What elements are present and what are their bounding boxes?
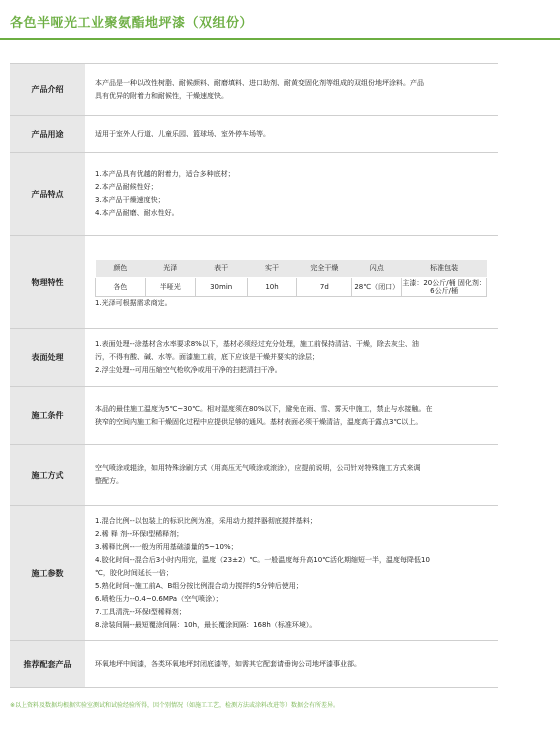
row-content (85, 641, 498, 687)
row-content (85, 329, 498, 386)
row-label: 推荐配套产品 (10, 641, 85, 687)
content-line: 4.胶化时间--混合后3小时内用完，温度（23±2）℃。一般温度每升高10℃活化期缩短一半，温度每降低10 (95, 555, 430, 564)
content-line: 3.本产品干燥速度快； (95, 196, 165, 204)
row-application-method (10, 445, 498, 506)
row-label: 产品特点 (10, 153, 85, 235)
row-content (85, 64, 498, 115)
row-label: 施工条件 (10, 387, 85, 444)
table-cell: 半哑光 (145, 277, 195, 296)
content-line: 1.表面处理--涂基材含水率要求8%以下，基材必须经过充分处理，施工前保持清洁、干燥，除去灰尘、油 (95, 340, 419, 348)
col-header: 完全干燥 (297, 260, 352, 277)
row-application-parameters (10, 506, 498, 641)
content-line: 整配方。 (95, 477, 123, 485)
properties-note: 1.光泽可根据需求商定。 (95, 298, 172, 307)
table-cell: 主漆：20公斤/桶 固化剂：6公斤/桶 (402, 278, 486, 295)
content-line: 具有优异的附着力和耐候性，干燥速度快。 (95, 91, 228, 100)
content-line: 2.浮尘处理--可用压缩空气枪吹净或用干净的扫把清扫干净。 (95, 366, 282, 374)
row-content (85, 445, 498, 505)
row-content (85, 116, 498, 152)
content-line: ℃，胶化时间延长一倍； (95, 568, 173, 577)
content-line: 环氧地坪中间漆，各类环氧地坪封闭底漆等，如需其它配套请垂询公司地坪漆事业部。 (95, 659, 361, 668)
col-header: 实干 (247, 260, 297, 277)
content-line: 污，不得有酸、碱、水等。面漆施工前，底下应该是干燥并要实的涂层； (95, 353, 319, 361)
row-physical-properties (10, 236, 498, 329)
content-line: 适用于室外人行道、儿童乐园、篮球场、室外停车场等。 (95, 129, 270, 138)
row-application-conditions (10, 387, 498, 445)
row-content (85, 506, 498, 640)
content-line: 狭窄的空间内施工和干燥固化过程中应提供足够的通风。基材表面必须干燥清洁，温度高于露点3℃以上。 (95, 417, 423, 426)
col-header: 光泽 (145, 260, 195, 277)
row-label: 物理特性 (10, 236, 85, 328)
properties-value-row (96, 277, 487, 296)
row-product-use (10, 116, 498, 153)
content-line: 5.熟化时间--施工前A、B组分按比例混合动力搅拌约5分钟后使用； (95, 581, 303, 590)
row-label: 产品介绍 (10, 64, 85, 115)
table-cell: 28℃（闭口） (352, 277, 402, 296)
row-label: 施工参数 (10, 506, 85, 640)
row-product-features (10, 153, 498, 236)
row-content (85, 153, 498, 235)
content-line: 空气喷涂或辊涂，如用特殊涂刷方式（用高压无气喷涂或滚涂），应提前说明，公司针对特殊施工方式来调 (95, 464, 421, 472)
page-title: 各色半哑光工业聚氨酯地坪漆（双组份） (10, 16, 254, 31)
row-content (85, 236, 498, 328)
row-recommended-products (10, 641, 498, 688)
content-line: 6.喷枪压力--0.4~0.6MPa（空气喷涂）； (95, 594, 223, 603)
col-header: 颜色 (96, 260, 146, 277)
row-product-intro (10, 64, 498, 116)
properties-header-row (96, 260, 487, 277)
content-line: 本品的最佳施工温度为5℃~30℃。相对湿度须在80%以下，避免在雨、雪、雾天中施工，禁止与水接触。在 (95, 404, 433, 413)
content-line: 4.本产品耐磨、耐水性好。 (95, 209, 179, 217)
content-line: 1.本产品具有优越的附着力，适合多种底材； (95, 170, 235, 178)
spec-table (10, 63, 498, 688)
content-line: 1.混合比例--以包装上的标识比例为准，采用动力搅拌器彻底搅拌基料； (95, 516, 317, 525)
table-cell: 各色 (96, 277, 146, 296)
row-label: 施工方式 (10, 445, 85, 505)
content-line: 2.本产品耐候性好； (95, 183, 158, 191)
col-header: 表干 (195, 260, 247, 277)
content-line: 本产品是一种以改性树脂、耐候颜料、耐磨填料、进口助剂、耐黄变固化剂等组成的双组份地坪涂料。产品 (95, 78, 424, 87)
content-line: 3.稀释比例--一般为所用基础漆量的5~10%； (95, 542, 238, 551)
title-divider (0, 38, 560, 40)
table-cell: 30min (195, 277, 247, 296)
content-line: 8.涂装间隔--最短覆涂间隔：10h，最长覆涂间隔：168h（标准环境）。 (95, 620, 317, 629)
content-line: 7.工具清洗--环保Ⅰ型稀释剂； (95, 607, 186, 616)
content-line: 2.稀 释 剂--环保Ⅰ型稀释剂； (95, 529, 184, 538)
row-label: 产品用途 (10, 116, 85, 152)
table-cell: 10h (247, 277, 297, 296)
row-surface-treatment (10, 329, 498, 387)
row-label: 表面处理 (10, 329, 85, 386)
properties-table (95, 260, 487, 297)
disclaimer-footnote: ※以上资料及数据均根据实验室测试和试验经验所得，因个别情况（如施工工艺，检测方法或涂料改进等）数据会有所差异。 (10, 702, 340, 709)
col-header: 闪点 (352, 260, 402, 277)
row-content (85, 387, 498, 444)
col-header: 标准包装 (402, 260, 487, 277)
table-cell: 7d (297, 277, 352, 296)
